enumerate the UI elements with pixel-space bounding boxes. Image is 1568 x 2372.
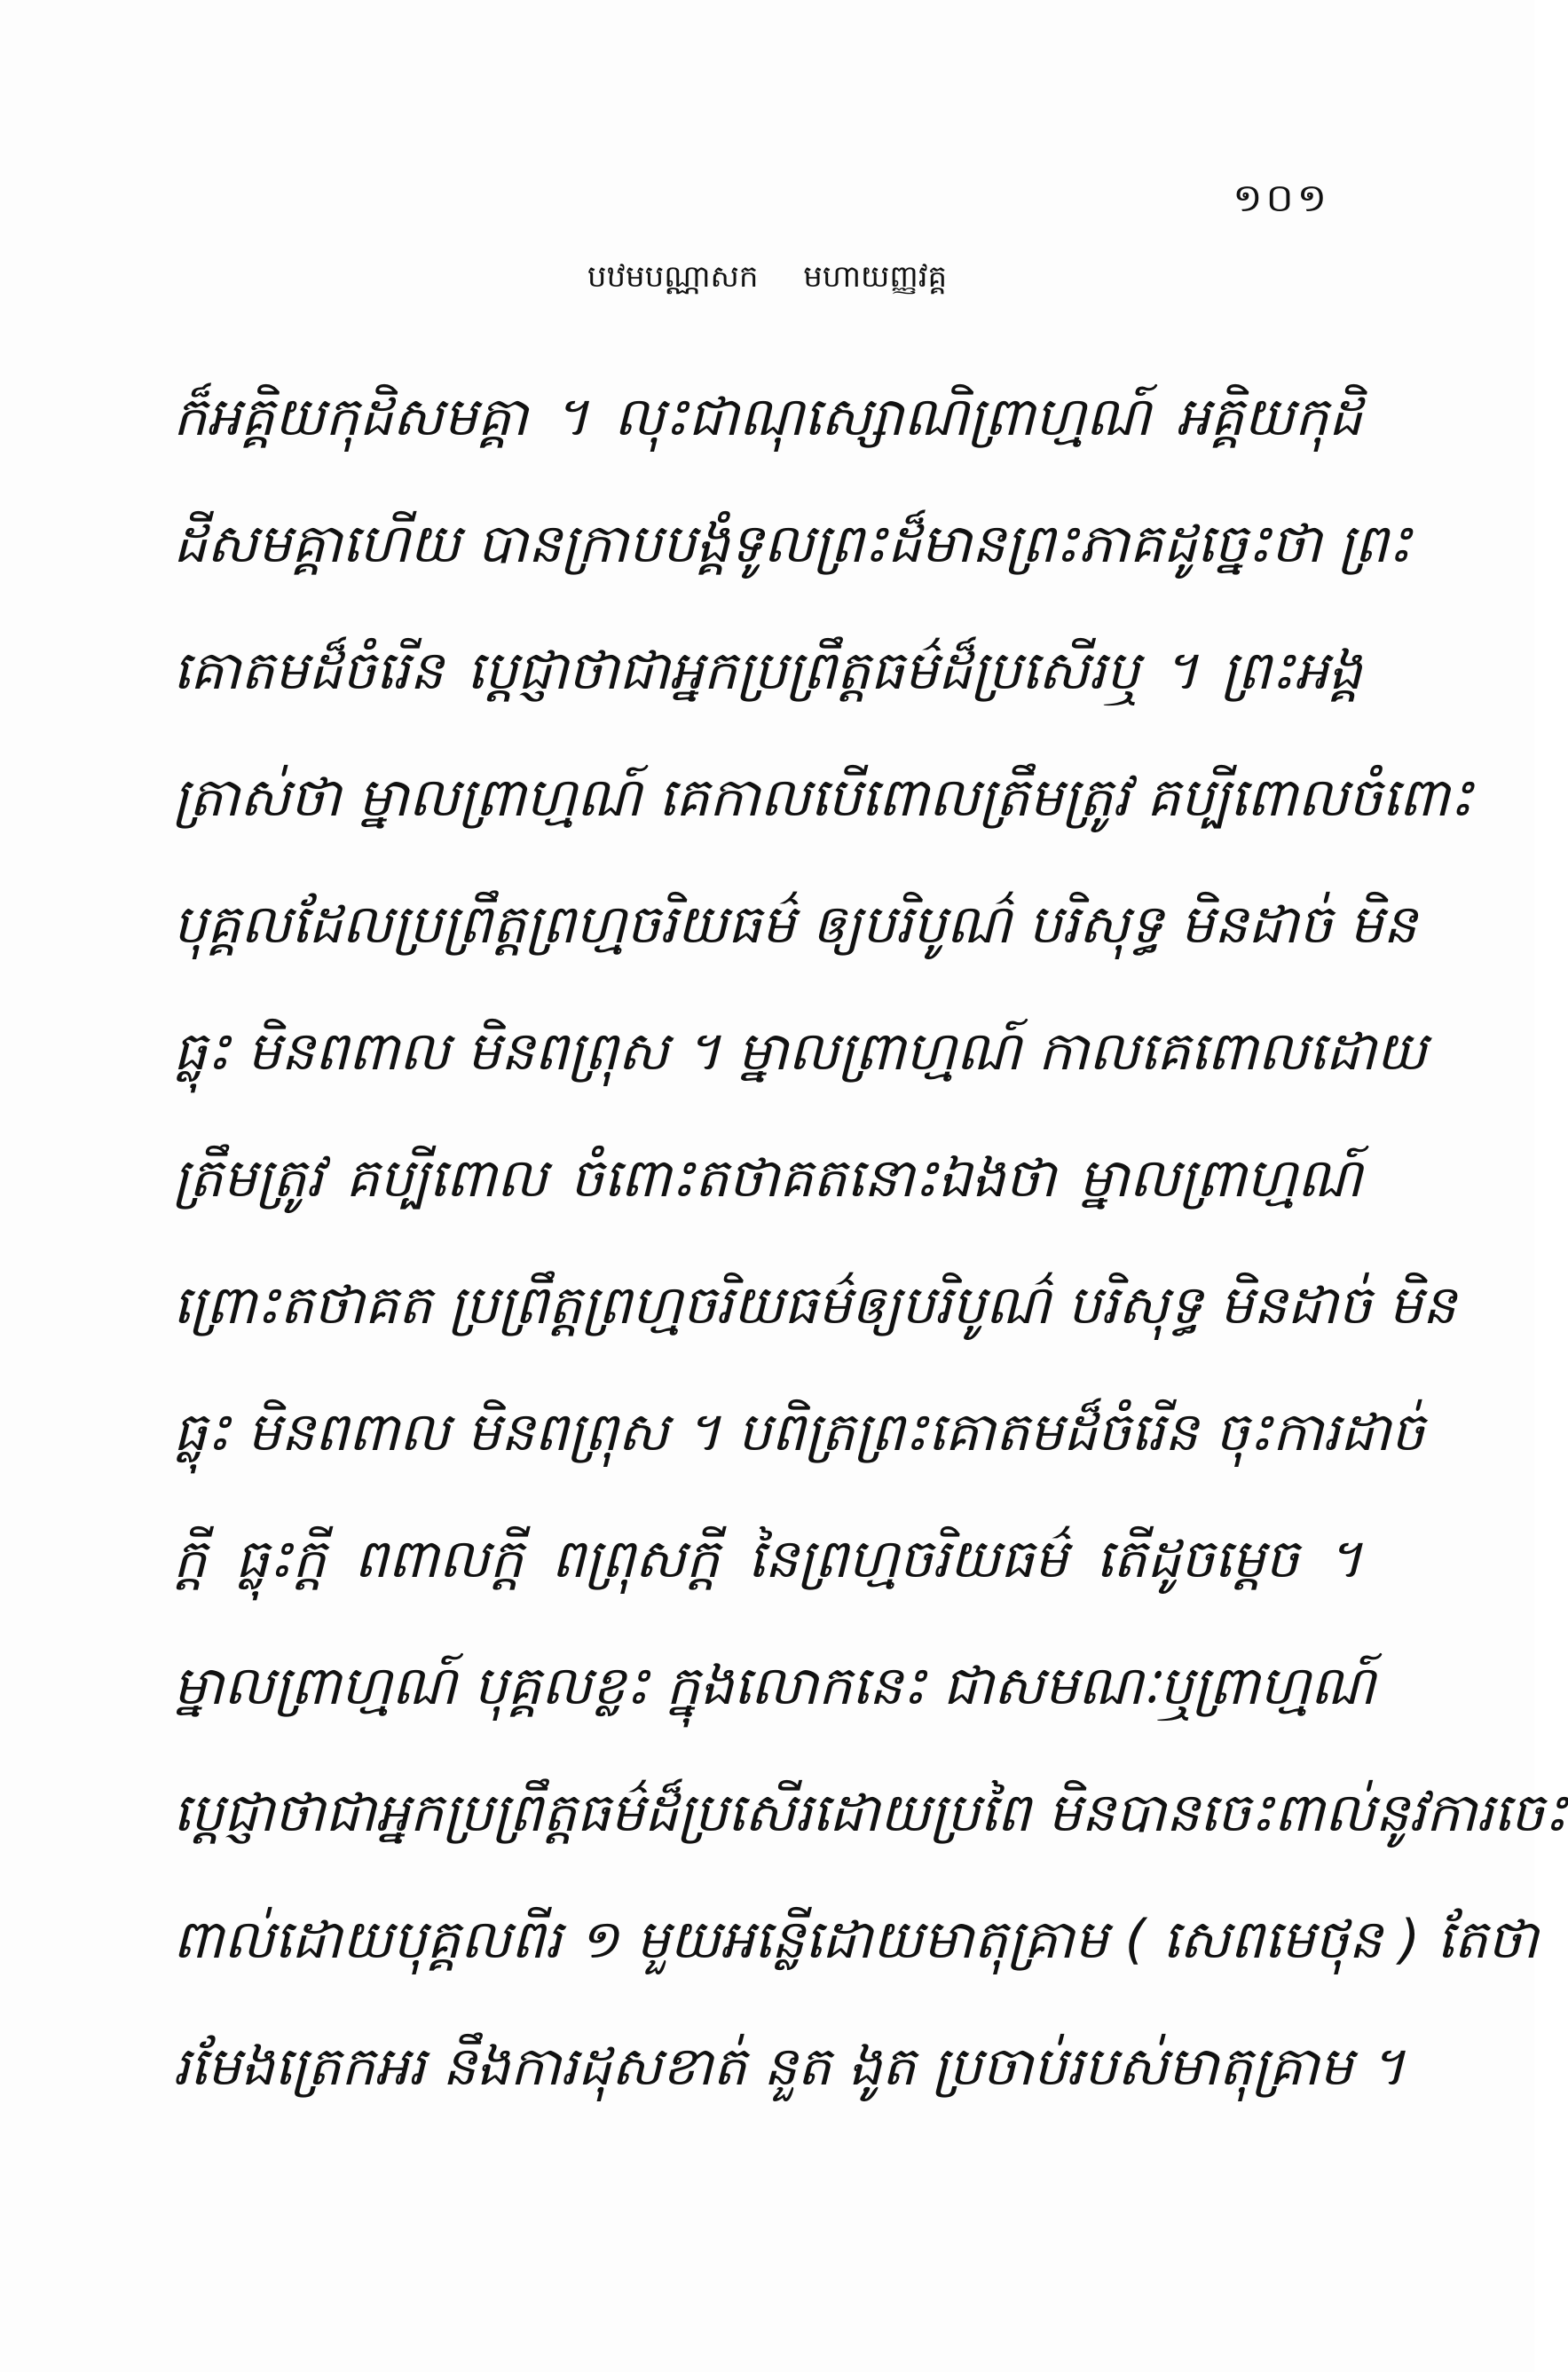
text-line: រមែងត្រេកអរ នឹងការដុសខាត់ នួត ងូត ប្រចាប់របស់មាតុគ្រាម ។ [173,2036,1406,2098]
text-line: ក៏អគ្គិយកុដិសមគ្គា ។ លុះជាណុស្សោណិព្រាហ្មណ៍ អគ្គិយកុដិ [173,386,1362,448]
text-line: ដីសមគ្គាហើយ បានក្រាបបង្គំទូលព្រះដ៏មានព្រះភាគដូច្នេះថា ព្រះ [173,513,1412,575]
text-line: ត្រាស់ថា ម្នាលព្រាហ្មណ៍ គេកាលបើពោលត្រឹមត្រូវ គប្បីពោលចំពោះ [173,767,1473,829]
text-line: ម្នាលព្រាហ្មណ៍ បុគ្គលខ្លះ ក្នុងលោកនេះ ជាសមណៈឬព្រាហ្មណ៍ [173,1655,1375,1717]
body-text [173,373,1568,2149]
text-line: គោតមដ៏ចំរើន ប្តេជ្ញាថាជាអ្នកប្រព្រឹត្តធម៌ដ៏ប្រសើរឬ ។ ព្រះអង្គ [173,640,1362,702]
text-line: បុគ្គលដែលប្រព្រឹត្តព្រហ្មចរិយធម៌ ឲ្យបរិបូណ៌ បរិសុទ្ធ មិនដាច់ មិន [173,894,1417,956]
text-line: ព្រោះតថាគត ប្រព្រឹត្តព្រហ្មចរិយធម៌ឲ្យបរិបូណ៌ បរិសុទ្ធ មិនដាច់ មិន [173,1274,1456,1336]
page-number: ១០១ [1233,176,1330,221]
text-line: ប្តេជ្ញាថាជាអ្នកប្រព្រឹត្តធម៌ដ៏ប្រសើរដោយប្រពៃ មិនបានចេះពាល់នូវការចេះ [173,1782,1568,1844]
text-line: ពាល់ដោយបុគ្គលពីរ ១ មួយអន្លើដោយមាតុគ្រាម ( សេពមេថុន ) តែថា [173,1909,1539,1971]
running-header: បឋមបណ្ណាសក មហាយញ្ញវគ្គ [587,259,948,295]
text-line: ធ្លុះ មិនពពាល មិនពព្រុស ។ បពិត្រព្រះគោតមដ៏ចំរើន ចុះការដាច់ [173,1401,1425,1463]
text-line: ត្រឹមត្រូវ គប្បីពោល ចំពោះតថាគតនោះឯងថា ម្នាលព្រាហ្មណ៍ [173,1147,1362,1210]
text-line: ធ្លុះ មិនពពាល មិនពព្រុស ។ ម្នាលព្រាហ្មណ៍ កាលគេពោលដោយ [173,1021,1427,1083]
text-line: ក្តី ធ្លុះក្តី ពពាលក្តី ពព្រុសក្តី នៃព្រហ្មចរិយធម៌ តើដូចម្តេច ។ [173,1528,1362,1590]
